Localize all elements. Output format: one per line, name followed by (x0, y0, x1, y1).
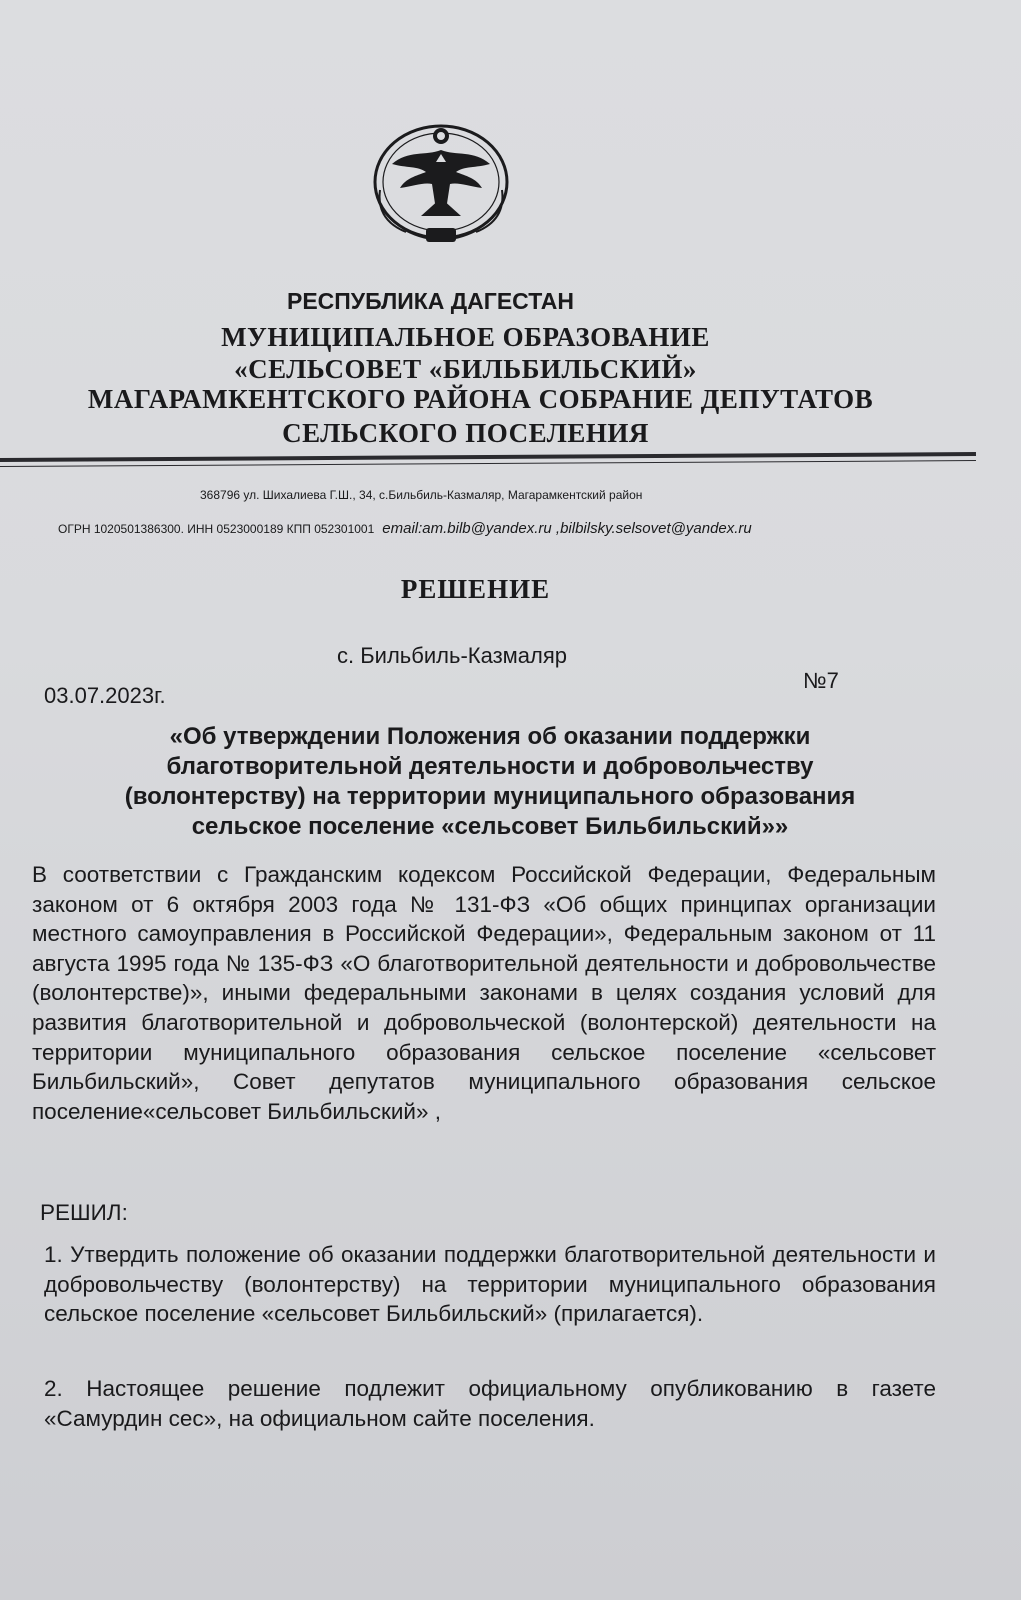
document-title-line: (волонтерству) на территории муниципального образования (124, 783, 856, 810)
document-number: №7 (803, 668, 839, 693)
dagestan-emblem-icon (366, 120, 516, 255)
document-type: РЕШЕНИЕ (400, 574, 551, 604)
header-selsovet: «СЕЛЬСОВЕТ «БИЛЬБИЛЬСКИЙ» (234, 354, 697, 384)
header-republic: РЕСПУБЛИКА ДАГЕСТАН (286, 288, 575, 314)
document-title (40, 722, 940, 842)
contact-requisites-line (58, 520, 752, 537)
resolution-item-2: 2. Настоящее решение подлежит официальному опубликованию в газете «Самурдин сес», на официальном сайте поселения. (44, 1376, 936, 1431)
contact-email: email:am.bilb@yandex.ru ,bilbilsky.selsovet@yandex.ru (382, 520, 752, 537)
document-title-line: благотворительной деятельности и добровольчеству (166, 753, 814, 780)
contact-address: 368796 ул. Шихалиева Г.Ш., 34, с.Бильбиль-Казмаляр, Магарамкентский район (200, 488, 643, 502)
header-rural-settlement: СЕЛЬСКОГО ПОСЕЛЕНИЯ (282, 418, 649, 448)
resolution-item-1: 1. Утвердить положение об оказании поддержки благотворительной деятельности и добровольчеству (волонтерству) на территории муниципального образования сельское поселение «сельсовет Бильбильский» (прилагается). (44, 1242, 936, 1327)
resolved-heading: РЕШИЛ: (40, 1200, 128, 1225)
document-title-line: «Об утверждении Положения об оказании поддержки (169, 723, 811, 750)
header-district-assembly: МАГАРАМКЕНТСКОГО РАЙОНА СОБРАНИЕ ДЕПУТАТОВ (87, 384, 874, 414)
contact-requisites: ОГРН 1020501386300. ИНН 0523000189 КПП 052301001 (58, 522, 375, 536)
header-municipality: МУНИЦИПАЛЬНОЕ ОБРАЗОВАНИЕ (221, 322, 710, 352)
document-place: с. Бильбиль-Казмаляр (337, 643, 568, 668)
document-date: 03.07.2023г. (44, 683, 166, 708)
document-title-line: сельское поселение «сельсовет Бильбильский»» (191, 813, 789, 840)
preamble-paragraph: В соответствии с Гражданским кодексом Российской Федерации, Федеральным законом от 6 октября 2003 года № 131-ФЗ «Об общих принципах организации местного самоуправления в Российской Федерации», Федеральным законом от 11 августа 1995 года № 135-ФЗ «О благотворительной деятельности и добровольчестве (волонтерстве)», иными федеральными законами в целях создания условий для развития благотворительной и добровольческой (волонтерской) деятельности на территории муниципального образования сельское поселение «сельсовет Бильбильский», Совет депутатов муниципального образования сельское поселение«сельсовет Бильбильский» , (32, 862, 936, 1124)
